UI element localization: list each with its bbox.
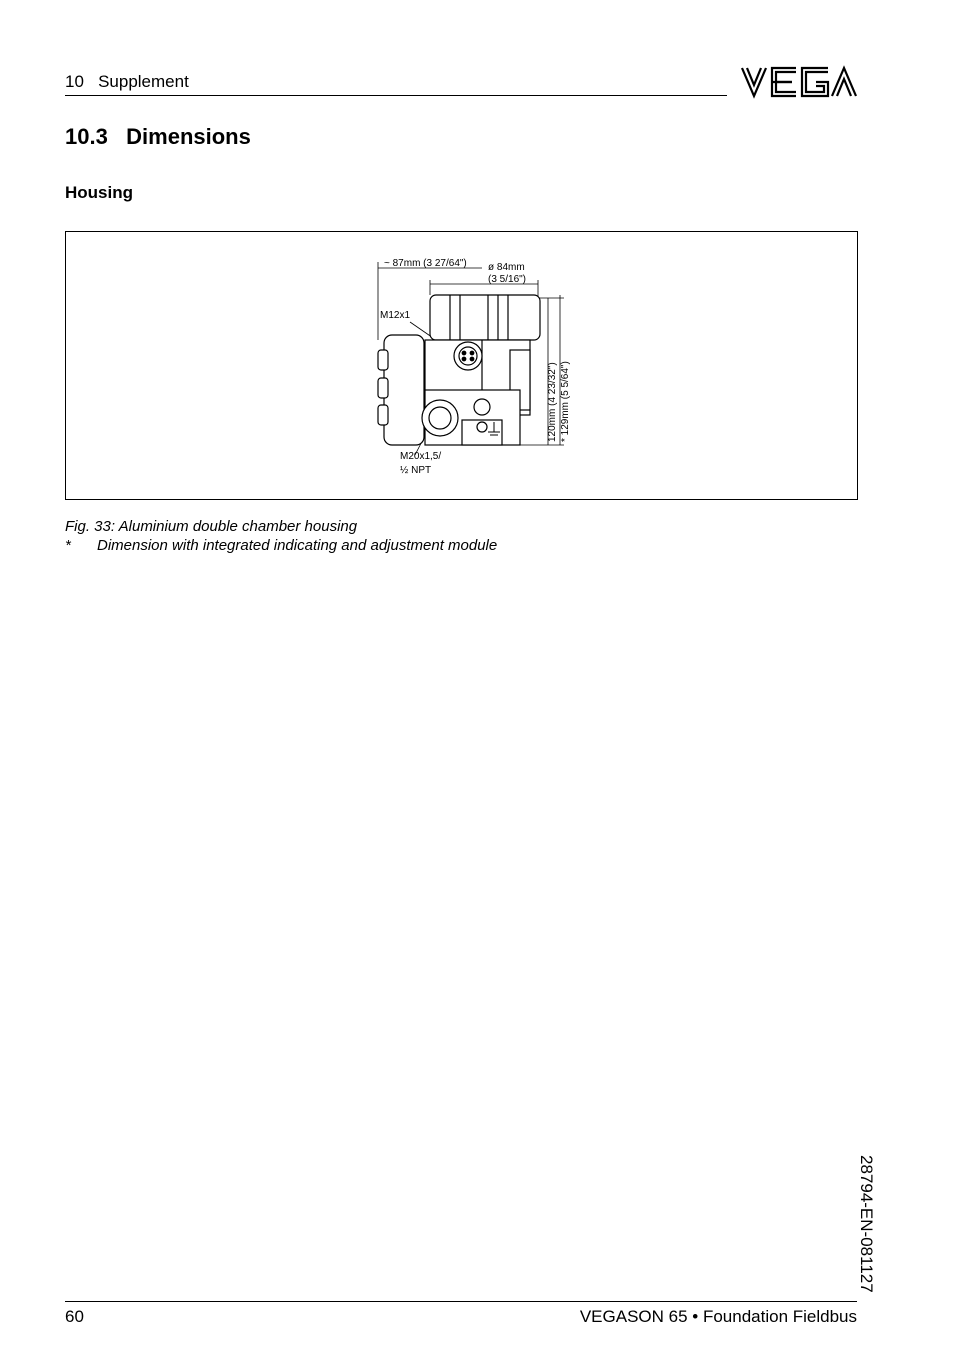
header-section: 10 Supplement [65,72,189,91]
height-label: 120mm (4 23/32") [547,362,558,442]
page-number: 60 [65,1307,84,1326]
thread-top-label: M12x1 [380,310,411,321]
height-star-label: * 129mm (5 5/64") [560,361,571,442]
header-rule [65,95,727,96]
thread-bottom-label-1: M20x1,5/ [400,451,442,462]
note-marker: * [65,537,71,554]
diameter-in-label: (3 5/16") [488,274,527,285]
footer-rule [65,1301,857,1302]
width-label: ~ 87mm (3 27/64") [384,258,467,269]
document-code: 28794-EN-081127 [857,1155,876,1293]
thread-bottom-label-2: ½ NPT [400,465,432,476]
housing-dimension-drawing [370,250,590,485]
section-title: 10.3 Dimensions [65,124,251,149]
footer-title: VEGASON 65 • Foundation Fieldbus [579,1307,857,1326]
vega-logo [740,65,858,99]
figure-caption: Fig. 33: Aluminium double chamber housing [65,518,358,535]
figure-note: Dimension with integrated indicating and adjustment module [97,537,498,554]
subsection-title: Housing [65,183,133,202]
diameter-mm-label: ø 84mm [488,262,525,273]
